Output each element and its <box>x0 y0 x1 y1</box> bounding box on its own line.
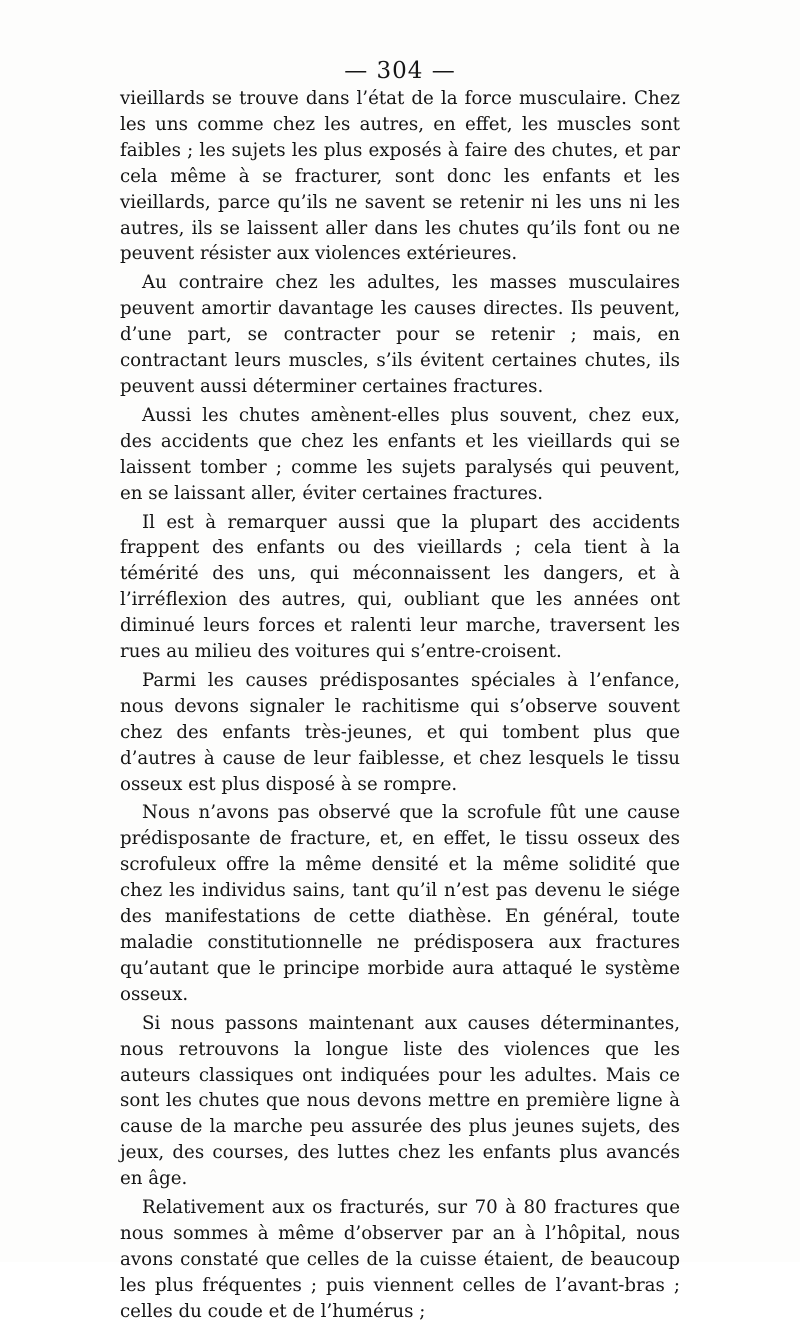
paragraph-1: vieillards se trouve dans l’état de la force musculaire. Chez les uns comme chez les autres, en effet, les muscles sont faibles ; les sujets les plus exposés à faire des chutes, et par cela même à se fracturer, sont donc les enfants et les vieillards, parce qu’ils ne savent se retenir ni les uns ni les autres, ils se laissent aller dans les chutes qu’ils font ou ne peuvent résister aux violences extérieures. <box>120 88 680 265</box>
page-number: — 304 — <box>344 58 456 84</box>
paragraph-2: Au contraire chez les adultes, les masses musculaires peuvent amortir davantage les causes directes. Ils peuvent, d’une part, se contracter pour se retenir ; mais, en contractant leurs muscles, s’ils évitent certaines chutes, ils peuvent aussi déterminer certaines fractures. <box>120 272 680 397</box>
paragraph-8: Relativement aux os fracturés, sur 70 à 80 fractures que nous sommes à même d’observer par an à l’hôpital, nous avons constaté que celles de la cuisse étaient, de beaucoup les plus fréquentes ; puis viennent celles de l’avant-bras ; celles du coude et de l’humérus ; <box>120 1197 680 1322</box>
body-text <box>120 86 680 1328</box>
paragraph-6: Nous n’avons pas observé que la scrofule fût une cause prédisposante de fracture, et, en effet, le tissu osseux des scrofuleux offre la même densité et la même solidité que chez les individus sains, tant qu’il n’est pas devenu le siége des manifestations de cette diathèse. En général, toute maladie constitutionnelle ne prédisposera aux fractures qu’autant que le principe morbide aura attaqué le système osseux. <box>120 802 680 1005</box>
paragraph-5: Parmi les causes prédisposantes spéciales à l’enfance, nous devons signaler le rachitisme qui s’observe souvent chez des enfants très-jeunes, et qui tombent plus que d’autres à cause de leur faiblesse, et chez lesquels le tissu osseux est plus disposé à se rompre. <box>120 669 680 795</box>
paragraph-4: Il est à remarquer aussi que la plupart des accidents frappent des enfants ou des vieillards ; cela tient à la témérité des uns, qui méconnaissent les dangers, et à l’irréflexion des autres, qui, oubliant que les années ont diminué leurs forces et ralenti leur marche, traversent les rues au milieu des voitures qui s’entre-croisent. <box>120 511 680 663</box>
paragraph-3: Aussi les chutes amènent-elles plus souvent, chez eux, des accidents que chez les enfants et les vieillards qui se laissent tomber ; comme les sujets paralysés qui peuvent, en se laissant aller, éviter certaines fractures. <box>120 404 680 504</box>
paragraph-7: Si nous passons maintenant aux causes déterminantes, nous retrouvons la longue liste des violences que les auteurs classiques ont indiquées pour les adultes. Mais ce sont les chutes que nous devons mettre en première ligne à cause de la marche peu assurée des plus jeunes sujets, des jeux, des courses, des luttes chez les enfants plus avancés en âge. <box>120 1012 680 1190</box>
